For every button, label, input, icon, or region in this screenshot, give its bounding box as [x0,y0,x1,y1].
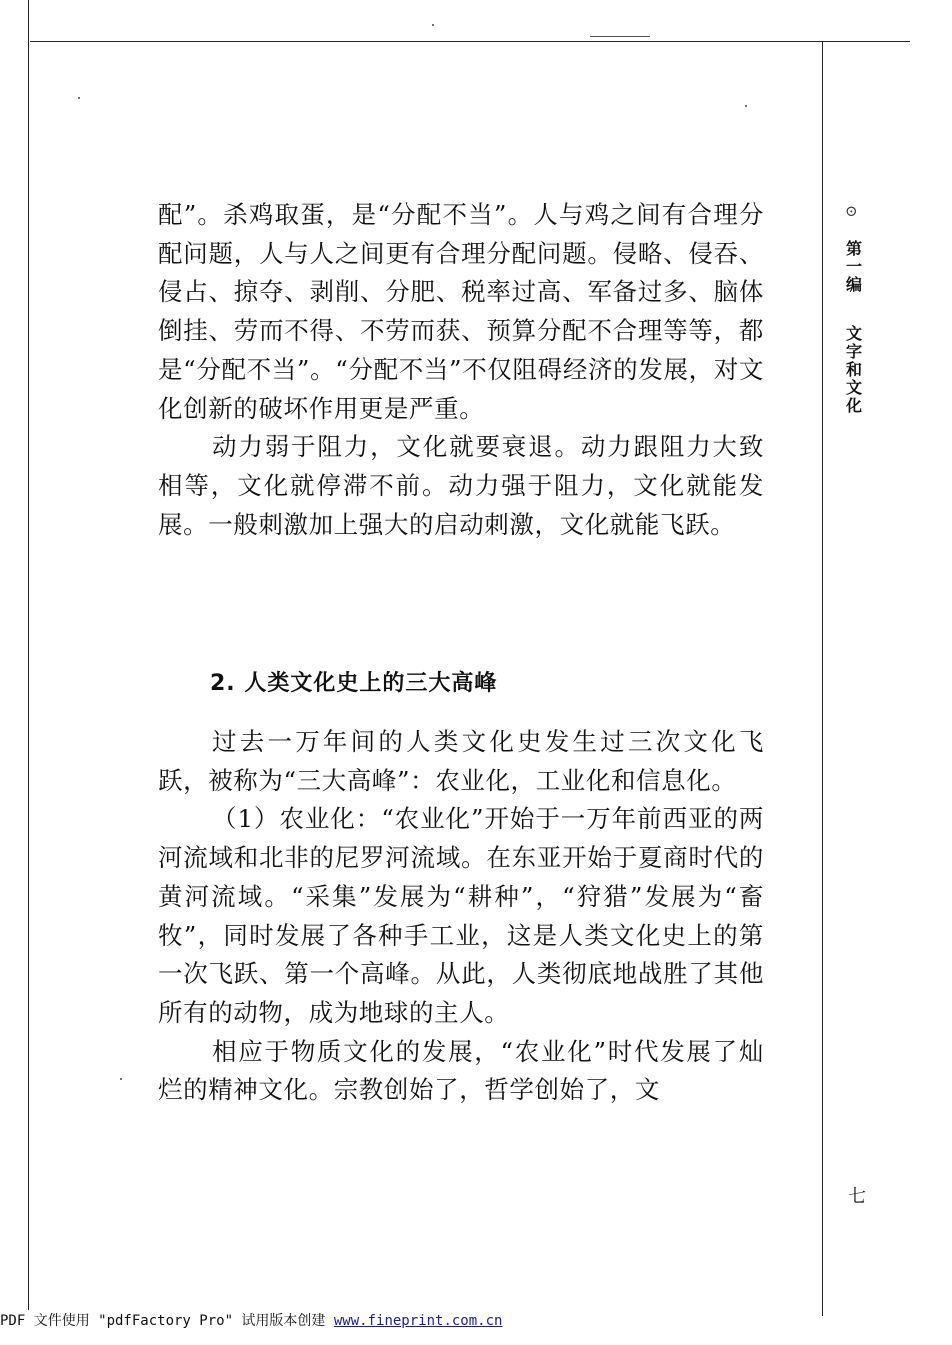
page-body [158,196,764,544]
page-number: 七 [848,1186,866,1207]
scan-speck [432,24,434,26]
sidebar-rule [822,41,823,1316]
paragraph: 过去一万年间的人类文化史发生过三次文化飞跃，被称为“三大高峰”：农业化，工业化和信息化。 [158,727,764,795]
scan-speck [120,1078,122,1080]
left-margin-rule [28,0,29,1310]
paragraph: 相应于物质文化的发展，“农业化”时代发展了灿烂的精神文化。宗教创始了，哲学创始了，文 [158,1036,764,1105]
paragraph: 配”。杀鸡取蛋，是“分配不当”。人与鸡之间有合理分配问题，人与人之间更有合理分配问题。侵略、侵吞、侵占、掠夺、剥削、分肥、税率过高、军备过多、脑体倒挂、劳而不得、不劳而获、预算分配不合理等等，都是“分配不当”。“分配不当”不仅阻碍经济的发展，对文化创新的破坏作用更是严重。 [158,200,764,423]
paragraph: 动力弱于阻力，文化就要衰退。动力跟阻力大致相等，文化就停滞不前。动力强于阻力，文化就能发展。一般刺激加上强大的启动刺激，文化就能飞跃。 [158,432,764,539]
top-rule [30,41,910,42]
section-heading: 2. 人类文化史上的三大高峰 [210,671,498,696]
footer-link[interactable]: www.fineprint.com.cn [333,1313,503,1329]
pdf-footer [0,1310,502,1330]
top-rule-fragment [590,36,650,37]
sidebar-topic-label: 文字和文化 [845,324,862,415]
scan-speck [78,97,80,99]
section-mark-icon: ⊙ [845,202,858,220]
sidebar-part-label: 第一编 [845,239,862,294]
scan-speck [745,105,747,107]
page-body-continued [158,723,764,1110]
paragraph: （1）农业化：“农业化”开始于一万年前西亚的两河流域和北非的尼罗河流域。在东亚开始于夏商时代的黄河流域。“采集”发展为“耕种”，“狩猎”发展为“畜牧”，同时发展了各种手工业，这是人类文化史上的第一次飞跃、第一个高峰。从此，人类彻底地战胜了其他所有的动物，成为地球的主人。 [158,804,764,1027]
footer-text: PDF 文件使用 "pdfFactory Pro" 试用版本创建 [0,1313,334,1329]
